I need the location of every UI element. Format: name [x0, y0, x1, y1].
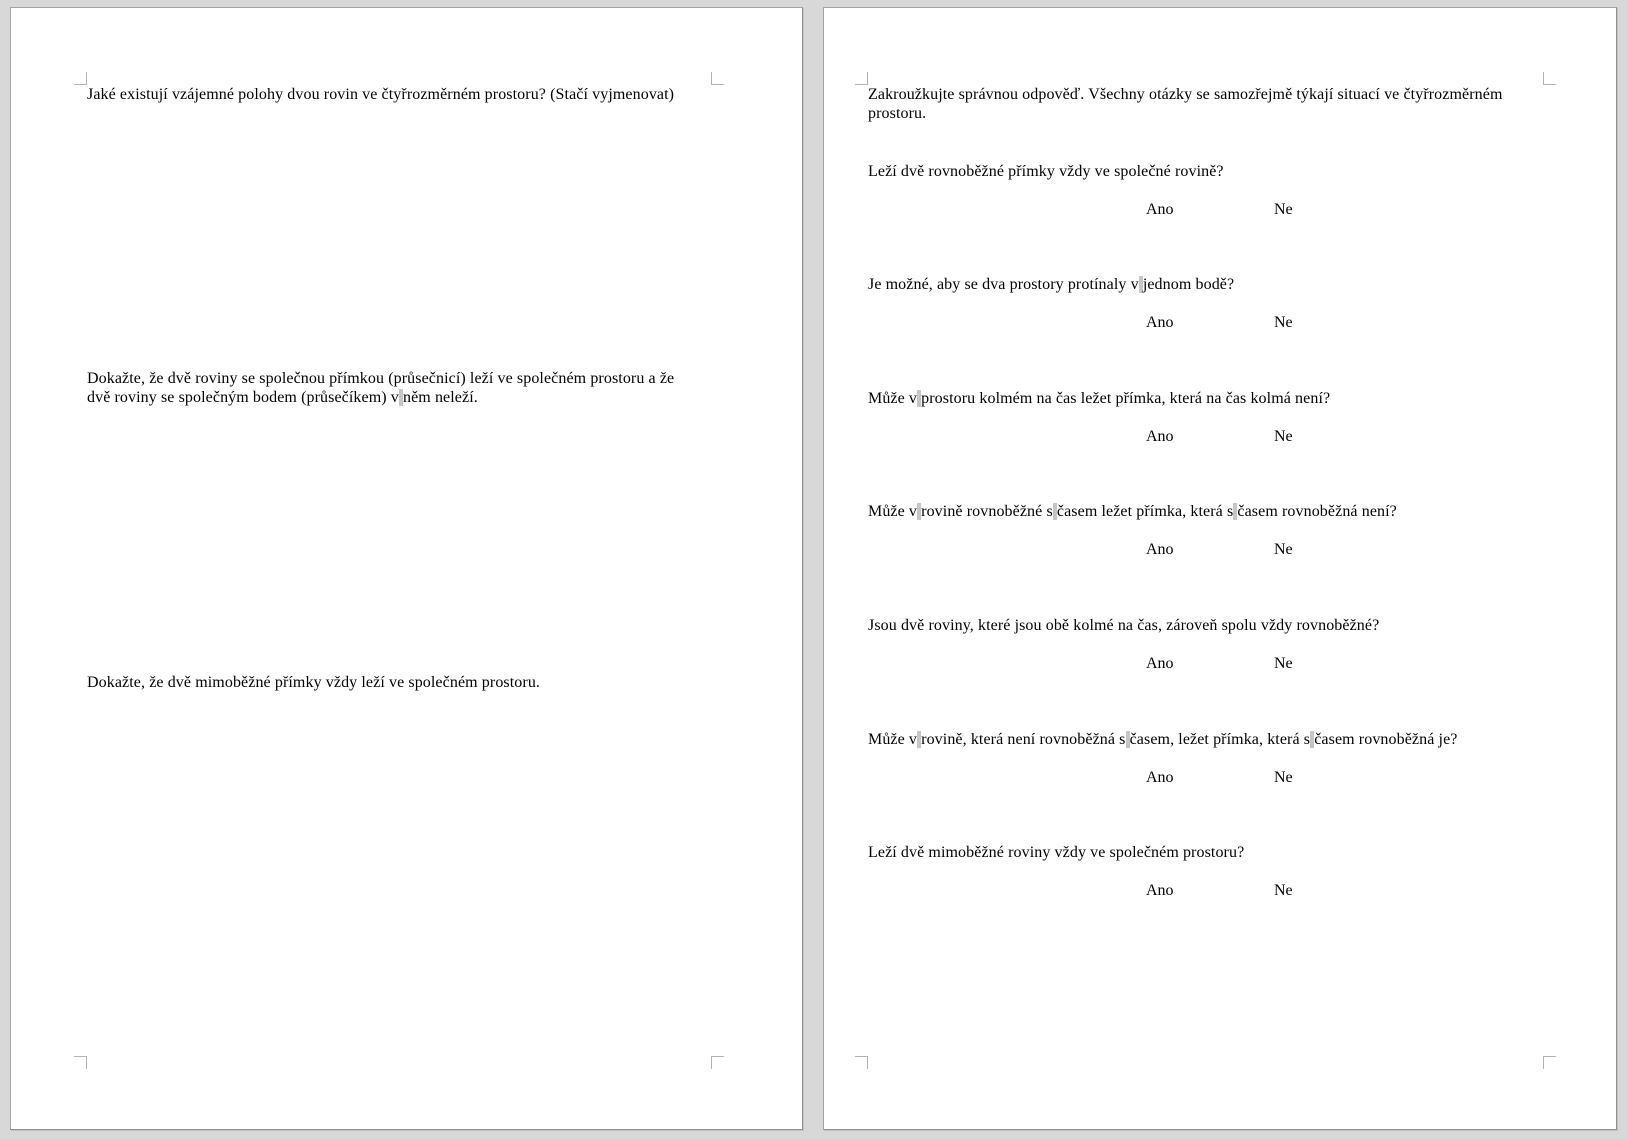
text-boundary-mark-top-right — [711, 72, 724, 85]
nbsp-marker — [1053, 503, 1057, 520]
nbsp-marker — [1310, 731, 1314, 748]
answer-ne[interactable]: Ne — [1274, 769, 1293, 786]
question-6[interactable]: Může v rovině, která není rovnoběžná s časem, ležet přímka, která s časem rovnoběžná je? — [868, 731, 1458, 748]
question-1[interactable]: Leží dvě rovnoběžné přímky vždy ve společné rovině? — [868, 163, 1224, 180]
answer-row-5 — [868, 654, 1508, 673]
answer-row-7 — [868, 881, 1508, 900]
document-page-right[interactable] — [823, 7, 1617, 1130]
task-paragraph-3[interactable]: Dokažte, že dvě mimoběžné přímky vždy leží ve společném prostoru. — [87, 674, 541, 691]
answer-ne[interactable]: Ne — [1274, 428, 1293, 445]
question-4[interactable]: Může v rovině rovnoběžné s časem ležet přímka, která s časem rovnoběžná není? — [868, 503, 1397, 520]
intro-paragraph[interactable]: Zakroužkujte správnou odpověď. Všechny otázky se samozřejmě týkají situací ve čtyřrozměrném prostoru. — [868, 86, 1503, 122]
question-2[interactable]: Je možné, aby se dva prostory protínaly v jednom bodě? — [868, 276, 1235, 293]
answer-ano[interactable]: Ano — [1146, 882, 1174, 899]
answer-row-2 — [868, 313, 1508, 332]
answer-ano[interactable]: Ano — [1146, 541, 1174, 558]
answer-row-1 — [868, 200, 1508, 219]
text-boundary-mark-top-right — [1543, 72, 1556, 85]
answer-ne[interactable]: Ne — [1274, 882, 1293, 899]
text-boundary-mark-bottom-right — [711, 1056, 724, 1069]
nbsp-marker — [399, 389, 403, 406]
answer-ne[interactable]: Ne — [1274, 314, 1293, 331]
answer-ano[interactable]: Ano — [1146, 655, 1174, 672]
nbsp-marker — [1139, 276, 1143, 293]
text-boundary-mark-top-left — [74, 72, 87, 85]
nbsp-marker — [917, 503, 921, 520]
question-3[interactable]: Může v prostoru kolmém na čas ležet přímka, která na čas kolmá není? — [868, 390, 1331, 407]
nbsp-marker — [1126, 731, 1130, 748]
question-5[interactable]: Jsou dvě roviny, které jsou obě kolmé na čas, zároveň spolu vždy rovnoběžné? — [868, 617, 1380, 634]
answer-ne[interactable]: Ne — [1274, 655, 1293, 672]
text-boundary-mark-bottom-left — [74, 1056, 87, 1069]
answer-ano[interactable]: Ano — [1146, 201, 1174, 218]
task-paragraph-1[interactable]: Jaké existují vzájemné polohy dvou rovin ve čtyřrozměrném prostoru? (Stačí vyjmenovat) — [87, 86, 675, 103]
answer-ano[interactable]: Ano — [1146, 428, 1174, 445]
answer-ano[interactable]: Ano — [1146, 314, 1174, 331]
document-page-left[interactable] — [10, 7, 803, 1130]
answer-ano[interactable]: Ano — [1146, 769, 1174, 786]
answer-row-3 — [868, 427, 1508, 446]
text-boundary-mark-bottom-right — [1543, 1056, 1556, 1069]
nbsp-marker — [917, 390, 921, 407]
nbsp-marker — [917, 731, 921, 748]
text-boundary-mark-bottom-left — [855, 1056, 868, 1069]
answer-row-4 — [868, 540, 1508, 559]
nbsp-marker — [1233, 503, 1237, 520]
task-paragraph-2[interactable]: Dokažte, že dvě roviny se společnou přímkou (průsečnicí) leží ve společném prostoru a že dvě roviny se společným bodem (průsečíkem) v něm neleží. — [87, 370, 675, 406]
answer-ne[interactable]: Ne — [1274, 541, 1293, 558]
answer-ne[interactable]: Ne — [1274, 201, 1293, 218]
text-boundary-mark-top-left — [855, 72, 868, 85]
answer-row-6 — [868, 768, 1508, 787]
question-7[interactable]: Leží dvě mimoběžné roviny vždy ve společném prostoru? — [868, 844, 1245, 861]
